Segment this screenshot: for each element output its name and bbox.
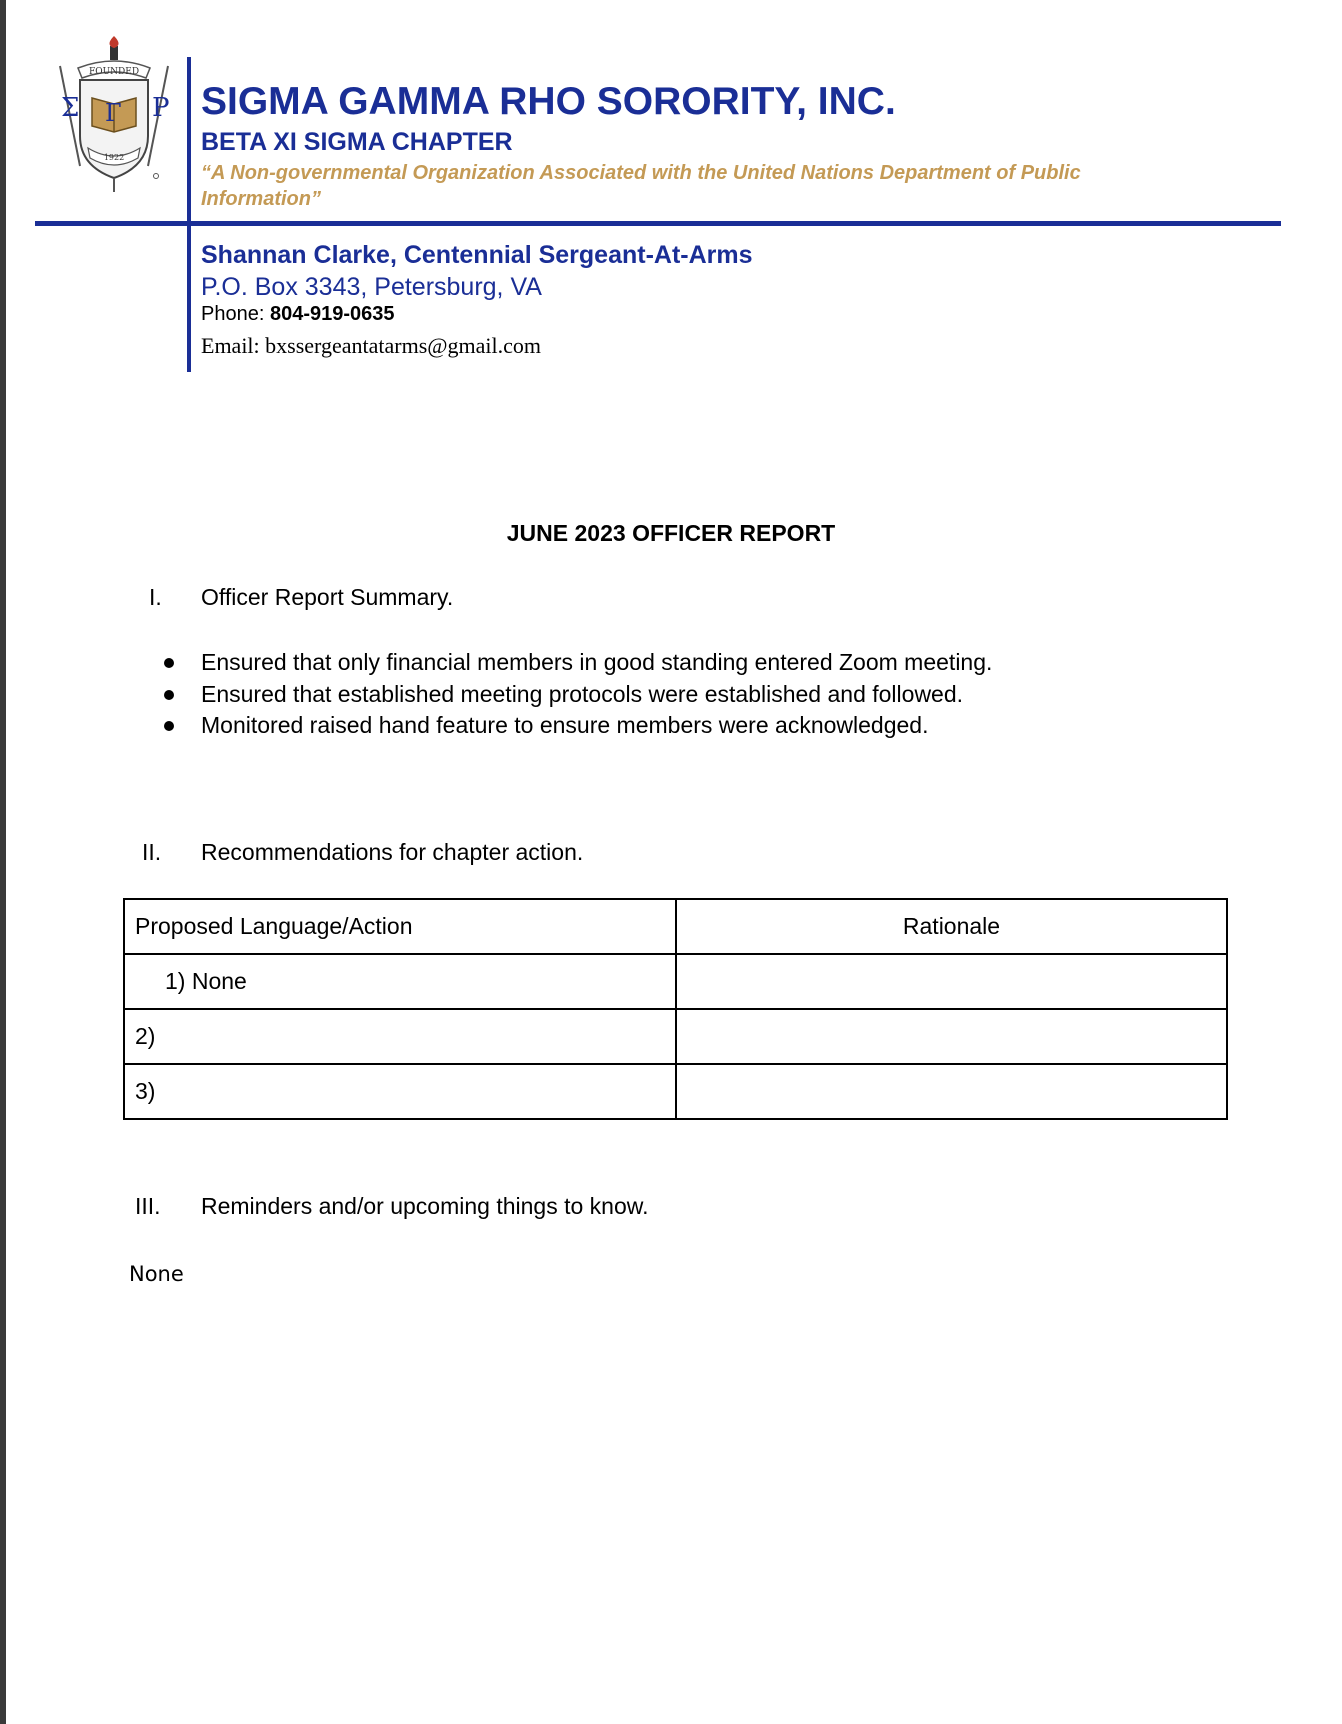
email-address: bxssergeantatarms@gmail.com [265,333,541,358]
section-3-numeral: III. [135,1193,161,1219]
summary-bullet-list [160,647,992,742]
list-item [160,710,992,742]
list-item [160,679,992,711]
section-1-heading: Officer Report Summary. [201,584,454,610]
phone-label: Phone: [201,303,270,325]
section-3-content: None [129,1262,184,1286]
table-row [124,954,1227,1009]
bullet-icon [164,658,174,668]
table-row [124,1064,1227,1119]
phone-number: 804-919-0635 [269,303,395,325]
mailing-address: P.O. Box 3343, Petersburg, VA [201,273,542,301]
table-cell: 2) [124,1009,676,1064]
bullet-icon [164,690,174,700]
officer-name-title: Shannan Clarke, Centennial Sergeant-At-Arms [201,241,753,269]
table-cell [676,954,1227,1009]
sorority-crest-logo [50,36,180,196]
crest-letter-rho: Ρ [152,93,170,123]
table-row [124,1009,1227,1064]
list-item [160,647,992,679]
organization-tagline: “A Non-governmental Organization Associated with the United Nations Department of Public Information” [201,162,1081,210]
table-cell [676,1009,1227,1064]
header-horizontal-rule [35,221,1281,226]
bullet-icon [164,721,174,731]
section-1-numeral: I. [149,584,162,610]
table-cell [676,1064,1227,1119]
bullet-text: Ensured that only financial members in good standing entered Zoom meeting. [201,649,993,675]
table-cell: 1) None [124,954,676,1009]
bullet-text: Ensured that established meeting protocols were established and followed. [201,680,964,707]
organization-name: SIGMA GAMMA RHO SORORITY, INC. [201,80,896,123]
header-vertical-rule [187,57,191,372]
crest-letter-sigma: Σ [61,93,80,123]
column-header-proposed-action: Proposed Language/Action [124,899,676,954]
email-line [201,333,541,359]
page-left-edge [0,0,6,1724]
phone-line [201,303,395,326]
table-cell: 3) [124,1064,676,1119]
crest-letter-gamma: Γ [105,99,122,127]
section-2-heading: Recommendations for chapter action. [201,839,584,865]
table-header-row [124,899,1227,954]
crest-founded-text: FOUNDED [88,67,140,77]
column-header-rationale: Rationale [676,899,1227,954]
report-title: JUNE 2023 OFFICER REPORT [506,520,836,546]
chapter-name: BETA XI SIGMA CHAPTER [201,128,513,156]
section-3-heading: Reminders and/or upcoming things to know. [201,1193,649,1219]
recommendations-table [123,898,1228,1120]
crest-year-text: 1922 [103,153,125,162]
email-label: Email: [201,333,266,358]
bullet-text: Monitored raised hand feature to ensure members were acknowledged. [201,712,929,738]
section-2-numeral: II. [142,839,162,865]
